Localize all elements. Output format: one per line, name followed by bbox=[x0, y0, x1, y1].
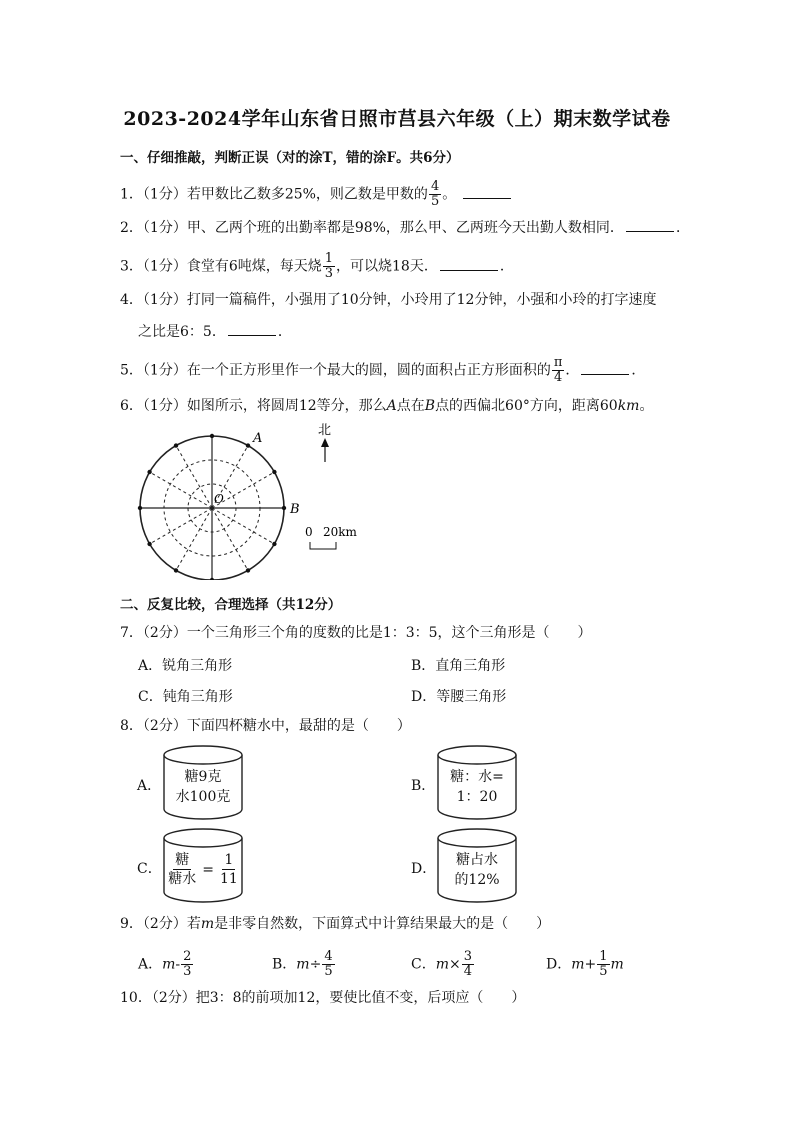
north-arrow-icon bbox=[321, 438, 329, 462]
answer-blank[interactable] bbox=[228, 321, 276, 336]
q8-option-c-label[interactable]: C． bbox=[137, 861, 162, 877]
fraction: $\frac{\pi}{4}$ bbox=[553, 355, 563, 385]
question-9: 9．（2分）若m是非零自然数，下面算式中计算结果最大的是（ ） bbox=[120, 916, 551, 932]
q8-option-b-label[interactable]: B． bbox=[411, 778, 436, 794]
page-title: 2023-2024学年山东省日照市莒县六年级（上）期末数学试卷 bbox=[123, 108, 671, 130]
question-3: 3．（1分）食堂有6吨煤，每天烧 $\frac{1}{3}$ ，可以烧18天． ． bbox=[120, 251, 514, 281]
question-4-line-2: 之比是6：5． ． bbox=[138, 321, 292, 342]
section-2-heading: 二、反复比较，合理选择（共12分） bbox=[120, 597, 342, 613]
answer-blank[interactable] bbox=[626, 217, 674, 232]
q7-option-a[interactable]: A．锐角三角形 bbox=[138, 658, 233, 674]
question-4-line-1: 4．（1分）打同一篇稿件，小强用了10分钟，小玲用了12分钟，小强和小玲的打字速度 bbox=[120, 292, 657, 308]
question-8: 8．（2分）下面四杯糖水中，最甜的是（ ） bbox=[120, 718, 411, 734]
scale-zero: 0 bbox=[305, 525, 313, 539]
question-5: 5．（1分）在一个正方形里作一个最大的圆，圆的面积占正方形面积的 $\frac{\pi}{4}$ ． ． bbox=[120, 355, 646, 385]
cup-c-text: $\frac{\text{糖}}{\text{糖水}}$ = $\frac{1}{11}$ bbox=[168, 852, 238, 887]
cup-d-text: 糖占水 的12% bbox=[454, 852, 500, 888]
label-o: O bbox=[214, 492, 224, 506]
answer-blank[interactable] bbox=[440, 256, 498, 271]
section-1-heading: 一、仔细推敲，判断正误（对的涂T，错的涂F。共6分） bbox=[120, 150, 460, 166]
question-7: 7．（2分）一个三角形三个角的度数的比是1：3：5，这个三角形是（ ） bbox=[120, 625, 592, 641]
q9-option-a[interactable]: A．m- $\frac{2}{3}$ bbox=[138, 949, 192, 979]
label-a: A bbox=[253, 431, 263, 446]
fraction: $\frac{4}{5}$ bbox=[430, 179, 440, 209]
q9-option-d[interactable]: D．m+ $\frac{1}{5}$ m bbox=[546, 949, 624, 979]
q7-option-b[interactable]: B．直角三角形 bbox=[411, 658, 506, 674]
answer-blank[interactable] bbox=[463, 184, 511, 199]
question-1: 1．（1分）若甲数比乙数多25%，则乙数是甲数的 $\frac{4}{5}$ 。 bbox=[120, 180, 513, 209]
scale-length: 20km bbox=[323, 525, 357, 539]
cup-b-text: 糖：水= 1：20 bbox=[450, 769, 504, 805]
fraction: $\frac{1}{3}$ bbox=[324, 251, 334, 281]
question-2: 2．（1分）甲、乙两个班的出勤率都是98%，那么甲、乙两班今天出勤人数相同． ． bbox=[120, 217, 690, 238]
q8-option-d-label[interactable]: D． bbox=[411, 861, 437, 877]
question-10: 10．（2分）把3：8的前项加12，要使比值不变，后项应（ ） bbox=[120, 990, 526, 1006]
q8-option-a-label[interactable]: A． bbox=[137, 778, 162, 794]
cup-a-text: 糖9克 水100克 bbox=[175, 769, 231, 805]
label-b: B bbox=[290, 502, 300, 517]
question-6: 6．（1分）如图所示，将圆周12等分，那么A点在B点的西偏北60°方向，距离60km。 bbox=[120, 398, 654, 414]
q9-option-c[interactable]: C．m× $\frac{3}{4}$ bbox=[411, 949, 473, 979]
north-label: 北 bbox=[318, 423, 332, 438]
answer-blank[interactable] bbox=[581, 360, 629, 375]
q9-option-b[interactable]: B．m÷ $\frac{4}{5}$ bbox=[272, 949, 333, 979]
q7-option-d[interactable]: D．等腰三角形 bbox=[411, 689, 507, 705]
q7-option-c[interactable]: C．钝角三角形 bbox=[138, 689, 233, 705]
circle-diagram bbox=[130, 420, 360, 580]
scale-bar bbox=[310, 542, 336, 549]
